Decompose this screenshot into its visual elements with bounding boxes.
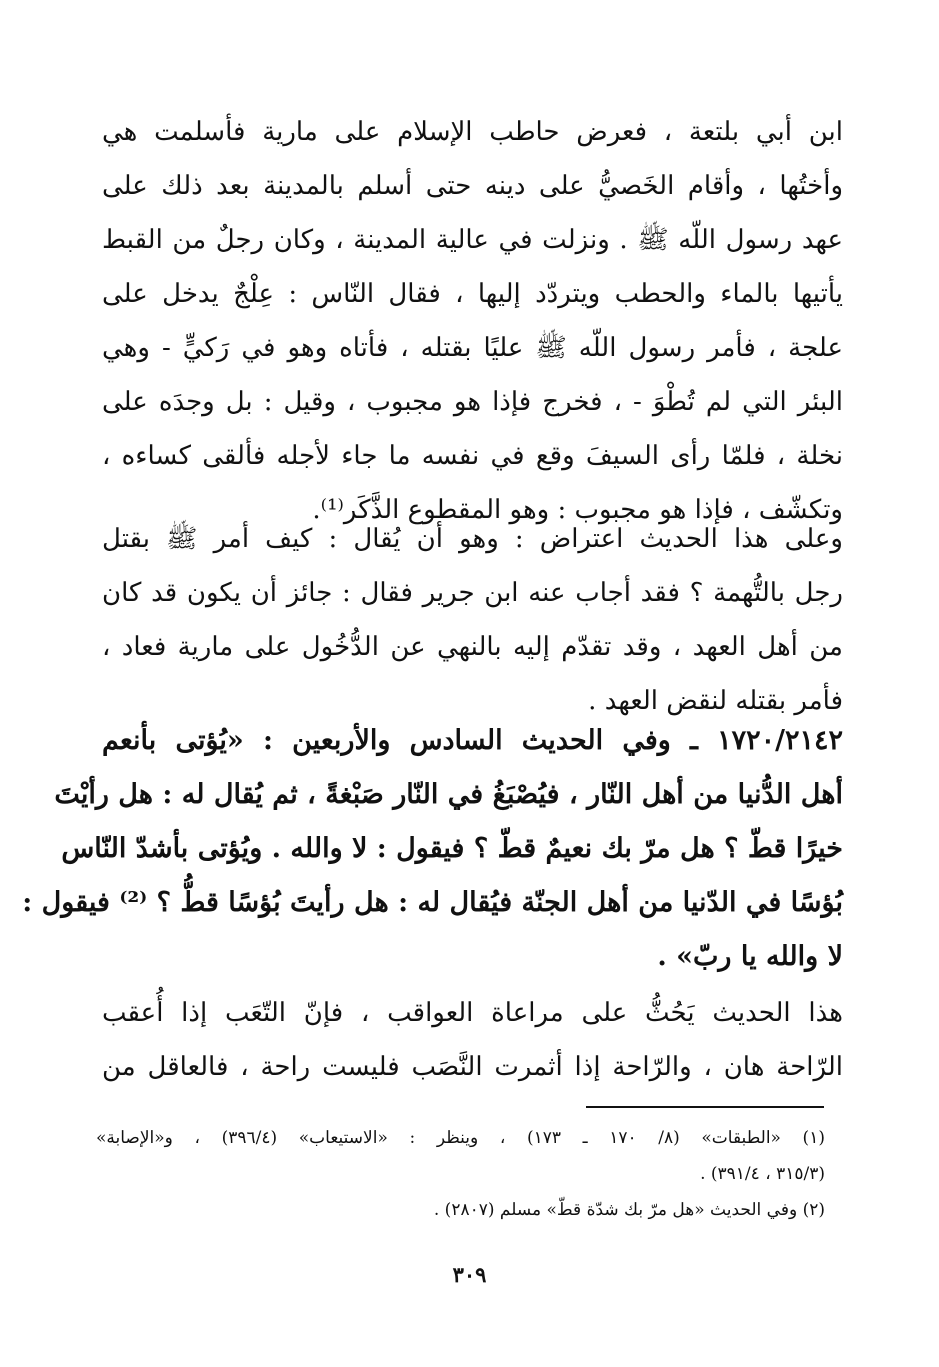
paragraph-2 bbox=[102, 512, 843, 728]
text-line: وعلى هذا الحديث اعتراض : وهو أن يُقال : كيف أمر ﷺ بقتل bbox=[102, 524, 843, 554]
text-line: الرّاحة هان ، والرّاحة إذا أثمرت النَّصَب فليست راحة ، فالعاقل من bbox=[102, 1052, 843, 1082]
footnotes bbox=[96, 1120, 825, 1228]
footnote-line: (٣١٥/٣ ، ٣٩١/٤) . bbox=[700, 1164, 825, 1184]
text-line: من أهل العهد ، وقد تقدّم إليه بالنهي عن الدُّخُول على مارية فعاد ، bbox=[102, 632, 843, 662]
text-line: رجل بالتُّهمة ؟ فقد أجاب عنه ابن جرير فقال : جائز أن يكون قد كان bbox=[102, 578, 843, 608]
footnote-line: (١) «الطبقات» (٨/ ١٧٠ ـ ١٧٣) ، وينظر : «الاستيعاب» (٣٩٦/٤) ، و«الإصابة» bbox=[96, 1128, 825, 1148]
text-line: ابن أبي بلتعة ، فعرض حاطب الإسلام على مارية فأسلمت هي bbox=[102, 117, 843, 147]
hadith-paragraph bbox=[22, 714, 843, 984]
paragraph-4 bbox=[102, 986, 843, 1094]
text-line: وأختُها ، وأقام الخَصيُّ على دينه حتى أسلم بالمدينة بعد ذلك على bbox=[102, 171, 843, 201]
page-number: ٣٠٩ bbox=[452, 1262, 487, 1287]
footnote-line: (٢) وفي الحديث «هل مرّ بك شدّة قطّ» مسلم (٢٨٠٧) . bbox=[433, 1200, 825, 1220]
hadith-line: أهل الدُّنيا من أهل النّار ، فيُصْبَغُ في النّار صَبْغةً ، ثم يُقال له : هل رأيْتَ bbox=[54, 779, 843, 810]
hadith-line: لا والله يا ربّ» . bbox=[657, 941, 843, 972]
text-line: عهد رسول اللّه ﷺ . ونزلت في عالية المدينة ، وكان رجلٌ من القبط bbox=[102, 225, 843, 255]
text-line: يأتيها بالماء والحطب ويتردّد إليها ، فقال النّاس : عِلْجٌ يدخل على bbox=[102, 279, 843, 309]
text-line: علجة ، فأمر رسول اللّه ﷺ عليًا بقتله ، فأتاه وهو في رَكيٍّ - وهي bbox=[102, 333, 843, 363]
footnote-separator bbox=[586, 1106, 824, 1108]
text-line: وتكشّف ، فإذا هو مجبوب : وهو المقطوع الذَّكَر⁽¹⁾. bbox=[312, 495, 843, 525]
hadith-line: ١٧٢٠/٢١٤٢ ـ وفي الحديث السادس والأربعين : «يُؤتى بأنعم bbox=[102, 725, 843, 756]
text-line: هذا الحديث يَحُثُّ على مراعاة العواقب ، فإنّ التّعَب إذا أُعقب bbox=[102, 998, 843, 1028]
paragraph-1 bbox=[102, 105, 843, 537]
text-line: البئر التي لم تُطْوَ - ، فخرج فإذا هو مجبوب ، وقيل : بل وجدَه على bbox=[102, 387, 843, 417]
hadith-line: خيرًا قطّ ؟ هل مرّ بك نعيمٌ قطّ ؟ فيقول : لا والله . ويُؤتى بأشدّ النّاس bbox=[61, 833, 843, 864]
hadith-line: بُؤسًا في الدّنيا من أهل الجنّة فيُقال له : هل رأيتَ بُؤسًا قطُّ ؟ ⁽²⁾ فيقول : bbox=[22, 887, 843, 918]
text-line: نخلة ، فلمّا رأى السيفَ وقع في نفسه ما جاء لأجله فألقى كساءه ، bbox=[102, 441, 843, 471]
text-line: فأمر بقتله لنقض العهد . bbox=[588, 686, 843, 716]
